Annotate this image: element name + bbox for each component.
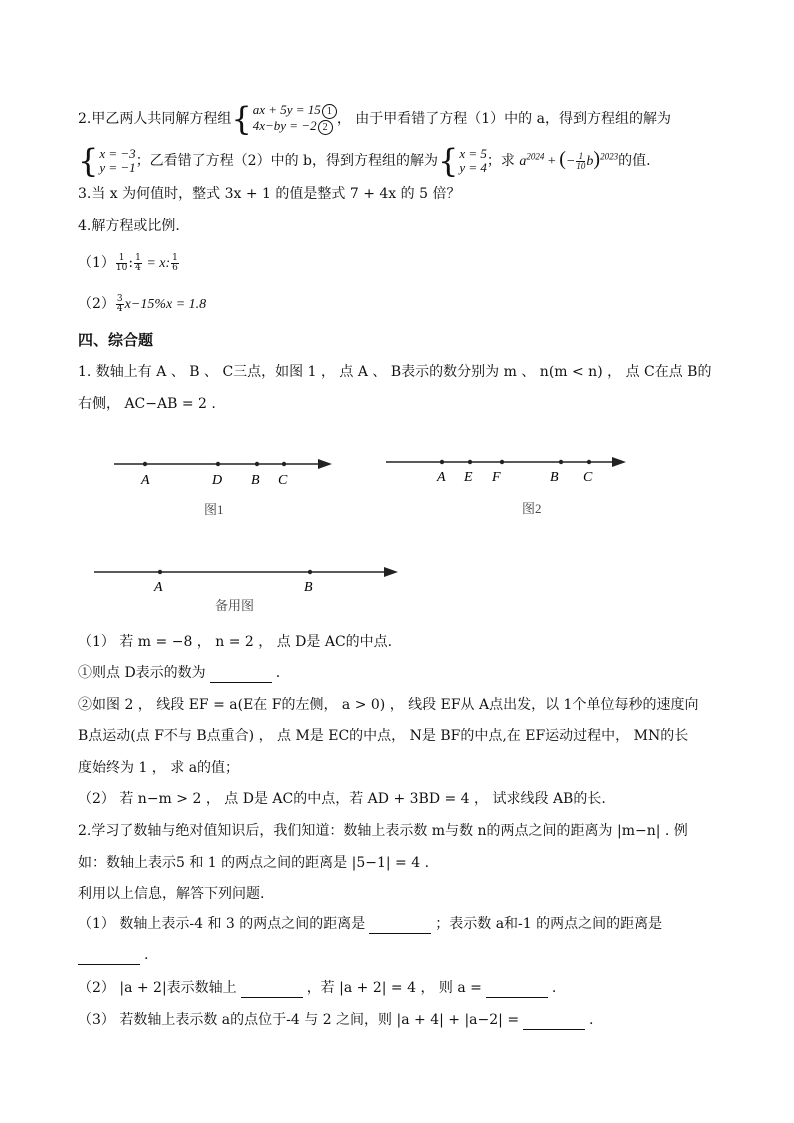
q2-line-3: 利用以上信息，解答下列问题. <box>78 886 265 902</box>
circled-mark-2: 2 <box>318 120 333 135</box>
equation-2: 4x−by = −2 <box>252 118 317 133</box>
equation-system: { ax + 5y = 15 1 4x−by = −2 2 <box>231 103 336 135</box>
problem-text: 的值. <box>618 153 651 169</box>
point-a <box>158 570 162 574</box>
solution-system-2: { x = 5 y = 4 <box>438 142 487 180</box>
point-b <box>308 570 312 574</box>
q2-part-1-cont: . <box>78 945 148 965</box>
solution-x: x = 5 <box>459 146 487 161</box>
point-b <box>559 460 563 464</box>
point-f <box>500 460 504 464</box>
q2-part-1: （1） 数轴上表示-4 和 3 的两点之间的距离是 ；表示数 a和-1 的两点之间的距离是 <box>78 916 663 932</box>
problem-4-part-1: （1） $\frac{1}{10}$ : $\frac{1}{4}$ = x: $\frac{1}{6}$ <box>78 252 178 273</box>
q2-line-1: 2.学习了数轴与绝对值知识后，我们知道：数轴上表示数 m与数 n的两点之间的距离为 |m−n| . 例 <box>78 823 688 839</box>
answer-blank[interactable] <box>369 919 431 934</box>
q1-part-1-sub-2-line-2: B点运动(点 F不与 B点重合) ， 点 M是 EC的中点， N是 BF的中点,在 EF运动过程中， MN的长 <box>78 728 689 744</box>
label-b: B <box>251 473 260 488</box>
q2-part-2: （2） |a + 2|表示数轴上 ，若 |a + 2| = 4 ， 则 a = . <box>78 980 557 996</box>
figure-2-number-line <box>384 450 634 522</box>
q1-part-1-sub-2-line-1: ②如图 2 ， 线段 EF = a(E在 F的左侧， a > 0) ， 线段 EF从 A点出发，以 1个单位每秒的速度向 <box>78 697 699 713</box>
spare-figure-caption: 备用图 <box>215 598 255 613</box>
figure-2-caption: 图2 <box>522 501 542 516</box>
label-a: A <box>141 473 150 488</box>
problem-4: 4.解方程或比例. <box>78 218 180 234</box>
figure-1-caption: 图1 <box>204 502 224 517</box>
label-f: F <box>492 470 501 485</box>
spare-figure-number-line <box>90 560 410 616</box>
point-d <box>216 462 220 466</box>
point-c <box>282 462 286 466</box>
equation-1: ax + 5y = 15 <box>252 102 321 117</box>
label-b: B <box>304 580 313 595</box>
answer-blank[interactable] <box>78 950 140 965</box>
circled-mark-1: 1 <box>322 104 337 119</box>
label-d: D <box>212 473 223 488</box>
problem-text: ；求 <box>486 153 515 169</box>
problem-number: 2. <box>78 111 92 127</box>
label-a: A <box>154 580 163 595</box>
point-c <box>587 460 591 464</box>
section-heading: 四、综合题 <box>78 331 154 349</box>
q1-line-2: 右侧， AC−AB = 2 . <box>78 396 216 412</box>
problem-text: ， 由于甲看错了方程（1）中的 a，得到方程组的解为 <box>336 111 671 127</box>
q1-part-1-sub-2-line-3: 度始终为 1 ， 求 a的值； <box>78 760 240 776</box>
figure-1-number-line <box>110 452 340 522</box>
label-e: E <box>464 470 473 485</box>
solution-x: x = −3 <box>99 146 136 161</box>
answer-blank[interactable] <box>241 983 303 998</box>
solution-y: y = 4 <box>459 160 487 175</box>
point-a <box>143 462 147 466</box>
q1-line-1: 1. 数轴上有 A 、 B 、 C三点，如图 1 ， 点 A 、 B表示的数分别为 m 、 n(m < n) ， 点 C在点 B的 <box>78 364 712 380</box>
q2-part-3: （3） 若数轴上表示数 a的点位于-4 与 2 之间，则 |a + 4| + |a−2| = . <box>78 1012 594 1028</box>
problem-4-part-2: （2） $\frac{3}{4}$ x−15%x = 1.8 <box>78 293 207 314</box>
point-b <box>255 462 259 466</box>
point-e <box>468 460 472 464</box>
solution-system-1: { x = −3 y = −1 <box>78 142 136 180</box>
problem-text: ；乙看错了方程（2）中的 b，得到方程组的解为 <box>135 153 439 169</box>
label-a: A <box>437 470 446 485</box>
problem-2-line-2 <box>78 142 651 180</box>
problem-2-line-1 <box>78 100 671 138</box>
problem-text: 甲乙两人共同解方程组 <box>91 111 232 127</box>
label-c: C <box>583 470 593 485</box>
problem-3: 3.当 x 为何值时，整式 3x + 1 的值是整式 7 + 4x 的 5 倍？ <box>78 186 461 202</box>
answer-blank[interactable] <box>486 983 548 998</box>
solution-y: y = −1 <box>99 160 136 175</box>
q1-part-1: （1） 若 m = −8 ， n = 2 ， 点 D是 AC的中点. <box>78 634 393 650</box>
label-c: C <box>278 473 288 488</box>
q1-part-1-sub-1: ①则点 D表示的数为 . <box>78 665 281 681</box>
answer-blank[interactable] <box>210 668 272 683</box>
point-a <box>440 460 444 464</box>
answer-blank[interactable] <box>523 1015 585 1030</box>
q2-line-2: 如：数轴上表示5 和 1 的两点之间的距离是 |5−1| = 4 . <box>78 855 430 871</box>
q1-part-2: （2） 若 n−m > 2 ， 点 D是 AC的中点，若 AD + 3BD = 4 ， 试求线段 AB的长. <box>78 791 606 807</box>
target-expression: $a^{2024}$ + (− $\frac{1}{10}$ b)$^{2023}$ <box>519 148 619 172</box>
label-b: B <box>550 470 559 485</box>
